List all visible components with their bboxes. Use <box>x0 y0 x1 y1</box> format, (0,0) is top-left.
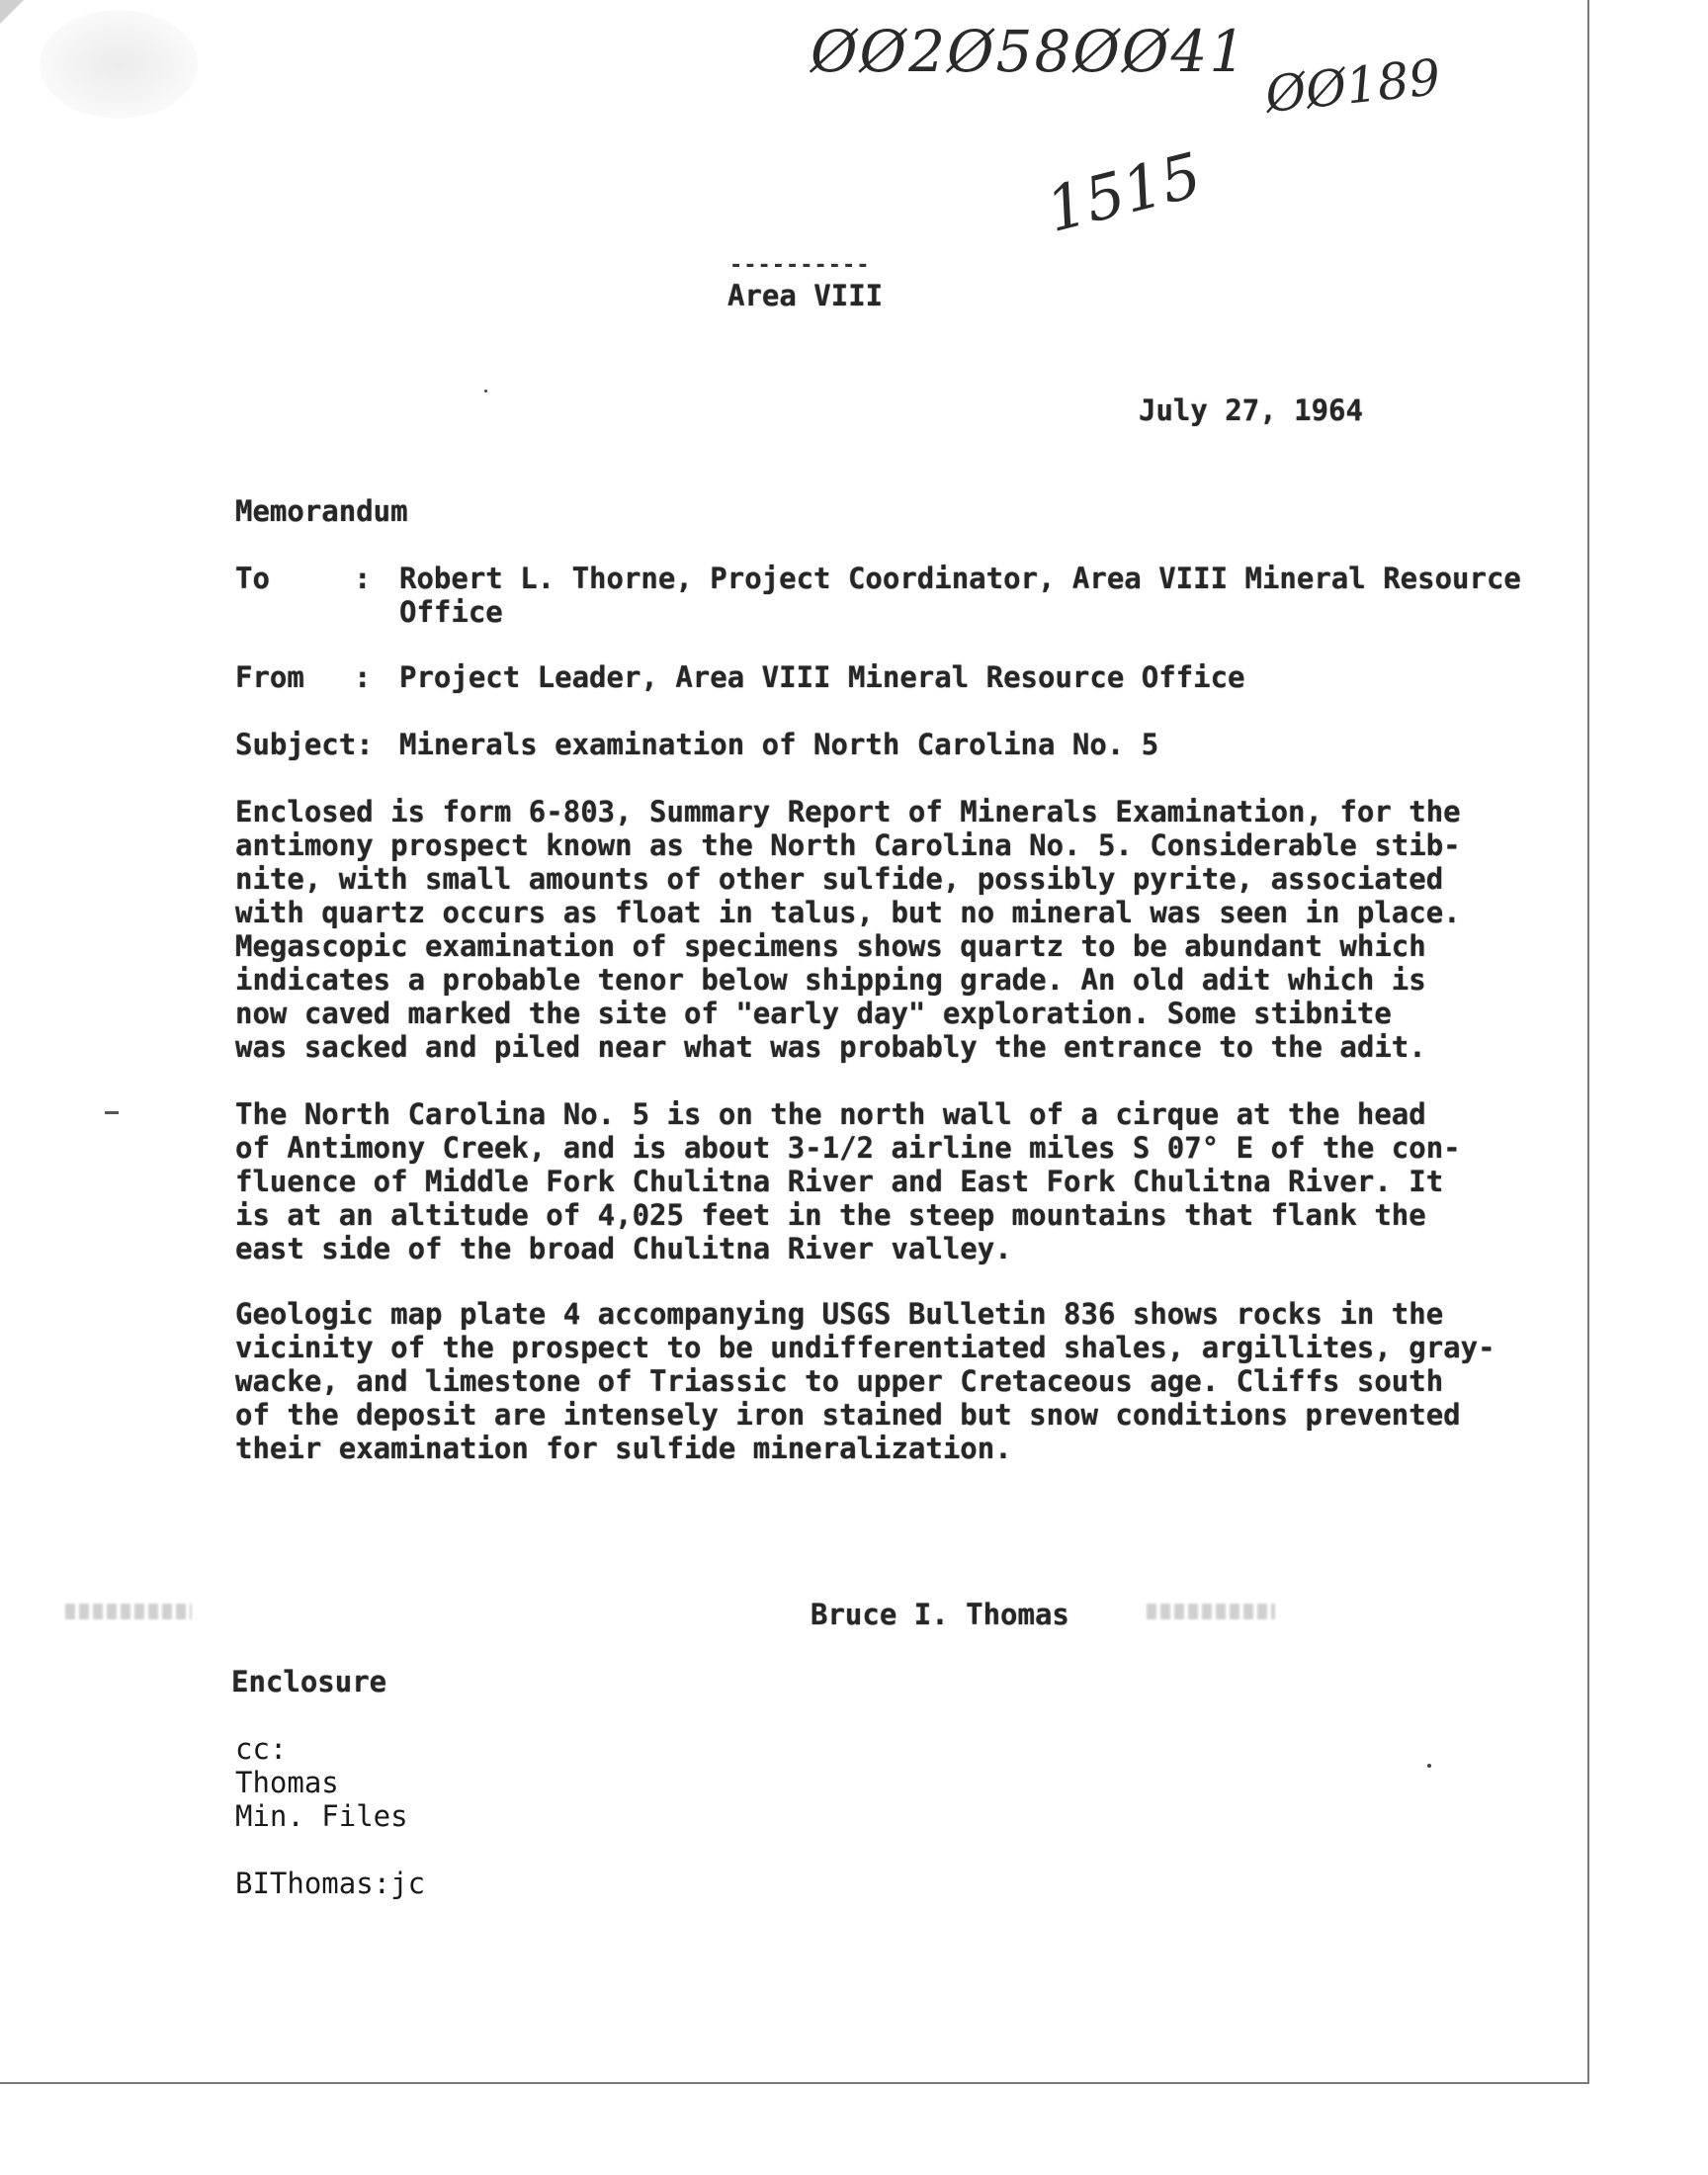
signature-name: Bruce I. Thomas <box>811 1598 1069 1631</box>
paragraph-line: The North Carolina No. 5 is on the north wall of a cirque at the head <box>235 1097 1426 1131</box>
to-value-line-2: Office <box>399 595 503 629</box>
paragraph-line: nite, with small amounts of other sulfide, possibly pyrite, associated <box>235 862 1444 896</box>
page-corner-shadow <box>0 0 24 24</box>
paper-edge-bottom <box>0 2082 1589 2084</box>
scan-smudge <box>40 10 198 119</box>
header-title: Area VIII <box>727 279 884 312</box>
from-value: Project Leader, Area VIII Mineral Resource Office <box>399 660 1245 694</box>
to-value-line-1: Robert L. Thorne, Project Coordinator, Area VIII Mineral Resource <box>399 562 1521 595</box>
paragraph-line: indicates a probable tenor below shipping grade. An old adit which is <box>235 963 1426 997</box>
paragraph-line: is at an altitude of 4,025 feet in the steep mountains that flank the <box>235 1198 1426 1232</box>
from-colon: : <box>354 660 372 694</box>
cc-label: cc: <box>235 1732 288 1766</box>
margin-tick <box>105 1111 119 1114</box>
paragraph-line: their examination for sulfide mineralization. <box>235 1432 1012 1465</box>
paragraph-line: of the deposit are intensely iron stained but snow conditions prevented <box>235 1398 1461 1432</box>
scan-speck <box>484 390 487 392</box>
paragraph-line: vicinity of the prospect to be undifferentiated shales, argillites, gray- <box>235 1331 1495 1364</box>
typist-initials: BIThomas:jc <box>235 1867 426 1900</box>
cc-recipient: Thomas <box>235 1766 339 1799</box>
paragraph-line: wacke, and limestone of Triassic to upper Cretaceous age. Cliffs south <box>235 1364 1444 1398</box>
faint-ghost-text-right <box>1147 1604 1275 1619</box>
paragraph-line: east side of the broad Chulitna River valley. <box>235 1232 1012 1265</box>
paragraph-line: Geologic map plate 4 accompanying USGS Bulletin 836 shows rocks in the <box>235 1297 1444 1331</box>
paragraph-line: Enclosed is form 6-803, Summary Report of Minerals Examination, for the <box>235 795 1461 828</box>
subject-value: Minerals examination of North Carolina No. 5 <box>399 728 1159 761</box>
paragraph-line: fluence of Middle Fork Chulitna River and East Fork Chulitna River. It <box>235 1165 1444 1198</box>
to-label: To <box>235 562 270 595</box>
paragraph-line: now caved marked the site of "early day" exploration. Some stibnite <box>235 997 1392 1030</box>
paragraph-line: Megascopic examination of specimens shows quartz to be abundant which <box>235 929 1426 963</box>
paragraph-line: antimony prospect known as the North Carolina No. 5. Considerable stib- <box>235 828 1461 862</box>
cc-recipient: Min. Files <box>235 1799 408 1833</box>
handwritten-document-number: ØØ2Ø58ØØ41 <box>811 18 1248 85</box>
handwritten-page-number: ØØ189 <box>1262 47 1443 125</box>
handwritten-annotation: 1515 <box>1039 137 1209 247</box>
memo-label: Memorandum <box>235 494 408 528</box>
from-label: From <box>235 660 304 694</box>
paragraph-line: of Antimony Creek, and is about 3-1/2 airline miles S 07° E of the con- <box>235 1131 1461 1165</box>
paper-edge-right <box>1587 0 1589 2084</box>
header-dashes: ---------- <box>729 253 871 278</box>
memo-date: July 27, 1964 <box>1139 393 1363 427</box>
enclosure-label: Enclosure <box>231 1665 387 1698</box>
paragraph-line: was sacked and piled near what was probably the entrance to the adit. <box>235 1030 1426 1064</box>
faint-ghost-text-left <box>65 1604 192 1619</box>
subject-label: Subject: <box>235 728 374 761</box>
scan-speck <box>1427 1764 1431 1768</box>
paragraph-line: with quartz occurs as float in talus, but no mineral was seen in place. <box>235 896 1461 929</box>
to-colon: : <box>354 562 372 595</box>
